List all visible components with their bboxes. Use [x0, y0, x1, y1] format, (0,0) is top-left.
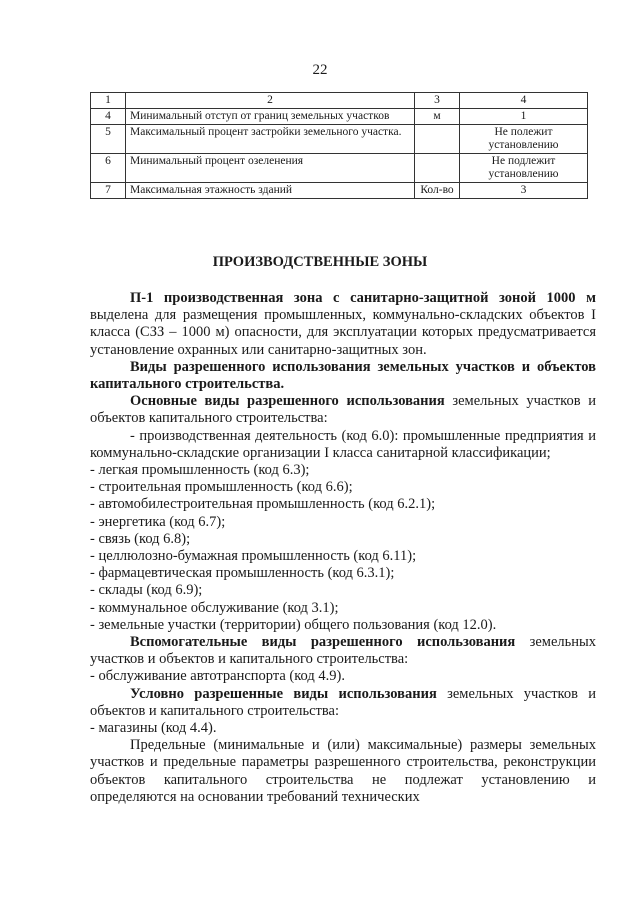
page-number: 22 [312, 62, 328, 78]
parameter-name: Максимальный процент застройки земельного участка. [126, 125, 415, 154]
conditional-uses-paragraph: Условно разрешенные виды использования земельных участков и объектов и капитального строительства: [90, 685, 597, 719]
header-cell: 3 [415, 93, 460, 109]
row-number: 6 [91, 154, 126, 183]
aux-uses-paragraph: Вспомогательные виды разрешенного использования земельных участков и объектов и капитального строительства: [90, 634, 596, 668]
parameter-unit: м [415, 109, 460, 125]
parameter-value: Не подлежит установлению [460, 154, 588, 183]
table-row [91, 109, 588, 125]
parameter-unit [415, 125, 460, 154]
row-number: 5 [91, 125, 126, 154]
parameter-name: Минимальный процент озеленения [126, 154, 415, 183]
table-row [91, 183, 588, 199]
main-uses-paragraph: Основные виды разрешенного использования земельных участков и объектов капитального строительства: [90, 393, 596, 427]
header-cell: 4 [460, 93, 588, 109]
parameter-name: Максимальная этажность зданий [126, 183, 415, 199]
parameter-unit [415, 154, 460, 183]
list-item: - коммунальное обслуживание (код 3.1); [90, 599, 339, 616]
table-header-row [91, 93, 588, 109]
parameter-name: Минимальный отступ от границ земельных участков [126, 109, 415, 125]
list-item: - земельные участки (территории) общего пользования (код 12.0). [90, 616, 497, 633]
row-number: 4 [91, 109, 126, 125]
list-item: - фармацевтическая промышленность (код 6.3.1); [90, 565, 395, 582]
parameter-unit: Кол-во [415, 183, 460, 199]
zone-description: выделена для размещения промышленных, коммунально-складских объектов I класса (СЗЗ – 1000 м) опасности, для эксплуатации которых предусматривается установление охранных или санитарно-защитных зон. [90, 307, 596, 358]
list-item: - магазины (код 4.4). [90, 720, 217, 737]
list-item: - склады (код 6.9); [90, 582, 203, 599]
list-item: - обслуживание автотранспорта (код 4.9). [90, 668, 345, 685]
table-row [91, 125, 588, 154]
list-item: - легкая промышленность (код 6.3); [90, 462, 310, 479]
row-number: 7 [91, 183, 126, 199]
list-item: - строительная промышленность (код 6.6); [90, 479, 353, 496]
limits-paragraph: Предельные (минимальные и (или) максимальные) размеры земельных участков и предельные параметры разрешенного строительства, реконструкции объектов капитального строительства не подлежат установлению и определяются на основании требований технических [90, 737, 596, 805]
header-cell: 2 [126, 93, 415, 109]
list-item: - связь (код 6.8); [90, 530, 191, 547]
parameter-value: 1 [460, 109, 588, 125]
document-body [90, 290, 596, 806]
zone-paragraph [90, 290, 596, 359]
parameters-table [90, 92, 588, 199]
main-uses-heading: Основные виды разрешенного использования [130, 393, 445, 410]
zone-heading: П-1 производственная зона с санитарно-защитной зоной 1000 м [130, 290, 596, 306]
header-cell: 1 [91, 93, 126, 109]
parameter-value: 3 [460, 183, 588, 199]
list-item: - целлюлозно-бумажная промышленность (код 6.11); [90, 548, 417, 565]
parameter-value: Не полежит установлению [460, 125, 588, 154]
list-item: - производственная деятельность (код 6.0): промышленные предприятия и коммунально-складские организации I класса санитарной классификации; [90, 427, 596, 461]
list-item: - автомобилестроительная промышленность (код 6.2.1); [90, 496, 436, 513]
kinds-heading: Виды разрешенного использования земельных участков и объектов капитального строительства. [90, 358, 596, 393]
list-item: - энергетика (код 6.7); [90, 513, 226, 530]
aux-uses-heading: Вспомогательные виды разрешенного использования [130, 634, 516, 651]
table-row [91, 154, 588, 183]
conditional-uses-heading: Условно разрешенные виды использования [130, 685, 437, 702]
section-title: ПРОИЗВОДСТВЕННЫЕ ЗОНЫ [212, 254, 428, 270]
